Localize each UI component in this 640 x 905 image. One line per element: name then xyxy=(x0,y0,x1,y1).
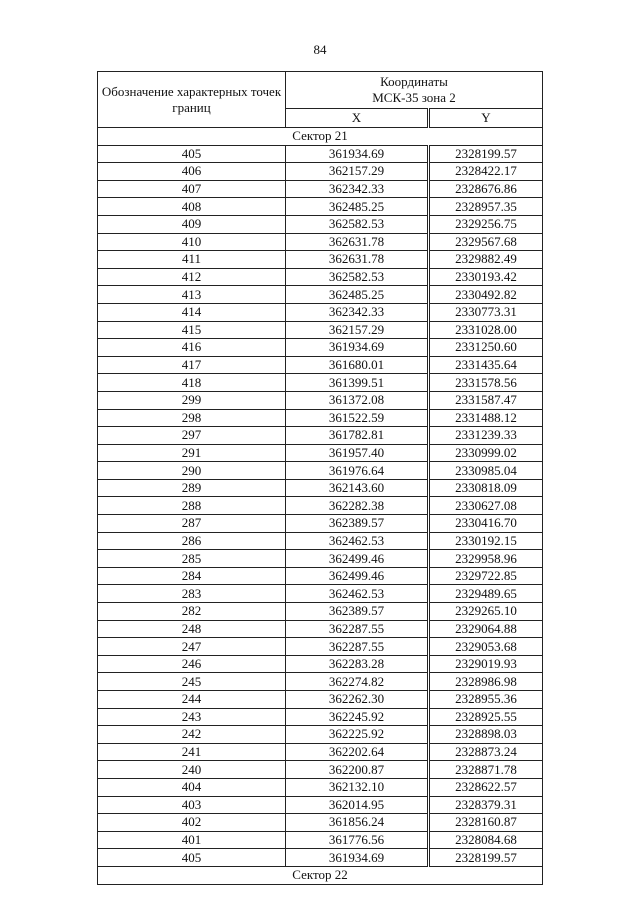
coordinates-title: Координаты xyxy=(380,74,448,90)
point-id-cell: 248 xyxy=(98,620,286,638)
point-id-cell: 416 xyxy=(98,339,286,357)
y-cell: 2328986.98 xyxy=(429,673,543,691)
x-cell: 362282.38 xyxy=(286,497,429,515)
y-cell: 2331578.56 xyxy=(429,374,543,392)
x-cell: 361399.51 xyxy=(286,374,429,392)
sector-21-title: Сектор 21 xyxy=(98,128,543,146)
x-cell: 362485.25 xyxy=(286,286,429,304)
y-cell: 2328199.57 xyxy=(429,849,543,867)
table-row xyxy=(98,691,543,709)
x-cell: 362499.46 xyxy=(286,550,429,568)
x-cell: 362631.78 xyxy=(286,233,429,251)
table-row xyxy=(98,638,543,656)
point-id-cell: 247 xyxy=(98,638,286,656)
table-row xyxy=(98,796,543,814)
x-cell: 361372.08 xyxy=(286,391,429,409)
y-cell: 2328379.31 xyxy=(429,796,543,814)
coordinates-body xyxy=(98,128,543,885)
y-cell: 2328622.57 xyxy=(429,778,543,796)
x-column-header: X xyxy=(286,109,429,128)
point-id-cell: 410 xyxy=(98,233,286,251)
point-id-cell: 243 xyxy=(98,708,286,726)
x-cell: 361856.24 xyxy=(286,814,429,832)
table-row xyxy=(98,567,543,585)
point-id-cell: 289 xyxy=(98,479,286,497)
y-cell: 2328422.17 xyxy=(429,163,543,181)
table-row xyxy=(98,427,543,445)
y-cell: 2330627.08 xyxy=(429,497,543,515)
y-cell: 2331250.60 xyxy=(429,339,543,357)
x-cell: 362389.57 xyxy=(286,515,429,533)
y-cell: 2329019.93 xyxy=(429,655,543,673)
y-cell: 2329722.85 xyxy=(429,567,543,585)
point-id-cell: 283 xyxy=(98,585,286,603)
table-row xyxy=(98,251,543,269)
x-cell: 362262.30 xyxy=(286,691,429,709)
point-id-cell: 287 xyxy=(98,515,286,533)
x-cell: 362499.46 xyxy=(286,567,429,585)
table-row xyxy=(98,391,543,409)
x-cell: 361934.69 xyxy=(286,849,429,867)
x-cell: 362274.82 xyxy=(286,673,429,691)
point-id-cell: 418 xyxy=(98,374,286,392)
point-id-cell: 406 xyxy=(98,163,286,181)
table-row xyxy=(98,550,543,568)
y-cell: 2330999.02 xyxy=(429,444,543,462)
point-id-cell: 415 xyxy=(98,321,286,339)
y-cell: 2329567.68 xyxy=(429,233,543,251)
table-row xyxy=(98,321,543,339)
point-id-cell: 288 xyxy=(98,497,286,515)
table-row xyxy=(98,497,543,515)
point-id-cell: 297 xyxy=(98,427,286,445)
sector-22-title: Сектор 22 xyxy=(98,866,543,884)
x-cell: 362287.55 xyxy=(286,620,429,638)
x-cell: 362342.33 xyxy=(286,180,429,198)
y-cell: 2329256.75 xyxy=(429,215,543,233)
point-id-cell: 242 xyxy=(98,726,286,744)
x-cell: 361934.69 xyxy=(286,339,429,357)
y-cell: 2329053.68 xyxy=(429,638,543,656)
y-cell: 2328676.86 xyxy=(429,180,543,198)
y-cell: 2330818.09 xyxy=(429,479,543,497)
table-row xyxy=(98,286,543,304)
y-cell: 2331028.00 xyxy=(429,321,543,339)
table-row xyxy=(98,356,543,374)
x-cell: 361522.59 xyxy=(286,409,429,427)
table-row xyxy=(98,831,543,849)
point-id-cell: 244 xyxy=(98,691,286,709)
table-row xyxy=(98,163,543,181)
table-row xyxy=(98,515,543,533)
table-row xyxy=(98,673,543,691)
y-cell: 2331587.47 xyxy=(429,391,543,409)
point-id-cell: 299 xyxy=(98,391,286,409)
y-cell: 2329882.49 xyxy=(429,251,543,269)
y-cell: 2329958.96 xyxy=(429,550,543,568)
x-cell: 362157.29 xyxy=(286,321,429,339)
x-cell: 361976.64 xyxy=(286,462,429,480)
table-row xyxy=(98,444,543,462)
x-cell: 362200.87 xyxy=(286,761,429,779)
point-id-cell: 414 xyxy=(98,303,286,321)
x-cell: 362582.53 xyxy=(286,215,429,233)
table-row xyxy=(98,462,543,480)
x-cell: 362389.57 xyxy=(286,603,429,621)
y-cell: 2328925.55 xyxy=(429,708,543,726)
sector-row xyxy=(98,128,543,146)
coordinate-system-title: МСК-35 зона 2 xyxy=(372,90,456,106)
y-cell: 2329265.10 xyxy=(429,603,543,621)
table-row xyxy=(98,849,543,867)
point-id-cell: 401 xyxy=(98,831,286,849)
table-row xyxy=(98,479,543,497)
y-cell: 2331239.33 xyxy=(429,427,543,445)
table-row xyxy=(98,374,543,392)
point-id-cell: 412 xyxy=(98,268,286,286)
x-cell: 362225.92 xyxy=(286,726,429,744)
x-cell: 362342.33 xyxy=(286,303,429,321)
x-cell: 361680.01 xyxy=(286,356,429,374)
y-cell: 2329489.65 xyxy=(429,585,543,603)
x-cell: 361776.56 xyxy=(286,831,429,849)
sector-row xyxy=(98,866,543,884)
table-row xyxy=(98,761,543,779)
x-cell: 361782.81 xyxy=(286,427,429,445)
point-id-cell: 409 xyxy=(98,215,286,233)
x-cell: 362631.78 xyxy=(286,251,429,269)
y-cell: 2330773.31 xyxy=(429,303,543,321)
x-cell: 362132.10 xyxy=(286,778,429,796)
point-id-cell: 408 xyxy=(98,198,286,216)
x-cell: 362287.55 xyxy=(286,638,429,656)
y-cell: 2330492.82 xyxy=(429,286,543,304)
y-cell: 2330193.42 xyxy=(429,268,543,286)
x-cell: 362283.28 xyxy=(286,655,429,673)
table-row xyxy=(98,620,543,638)
point-id-cell: 285 xyxy=(98,550,286,568)
table-row xyxy=(98,409,543,427)
y-cell: 2328199.57 xyxy=(429,145,543,163)
y-cell: 2328871.78 xyxy=(429,761,543,779)
y-cell: 2330192.15 xyxy=(429,532,543,550)
table-row xyxy=(98,743,543,761)
point-id-cell: 284 xyxy=(98,567,286,585)
point-id-cell: 404 xyxy=(98,778,286,796)
point-id-cell: 286 xyxy=(98,532,286,550)
point-id-cell: 291 xyxy=(98,444,286,462)
point-id-cell: 241 xyxy=(98,743,286,761)
y-cell: 2330416.70 xyxy=(429,515,543,533)
table-row xyxy=(98,268,543,286)
x-cell: 361934.69 xyxy=(286,145,429,163)
x-cell: 362014.95 xyxy=(286,796,429,814)
point-id-cell: 403 xyxy=(98,796,286,814)
point-id-cell: 413 xyxy=(98,286,286,304)
y-cell: 2328160.87 xyxy=(429,814,543,832)
point-label-header: Обозначение характерных точек границ xyxy=(98,72,286,128)
table-row xyxy=(98,726,543,744)
y-cell: 2328873.24 xyxy=(429,743,543,761)
coordinates-header xyxy=(286,72,543,109)
x-cell: 362462.53 xyxy=(286,585,429,603)
table-row xyxy=(98,215,543,233)
x-cell: 361957.40 xyxy=(286,444,429,462)
point-id-cell: 405 xyxy=(98,849,286,867)
x-cell: 362143.60 xyxy=(286,479,429,497)
table-row xyxy=(98,233,543,251)
point-id-cell: 405 xyxy=(98,145,286,163)
point-id-cell: 246 xyxy=(98,655,286,673)
y-cell: 2329064.88 xyxy=(429,620,543,638)
x-cell: 362245.92 xyxy=(286,708,429,726)
y-cell: 2331435.64 xyxy=(429,356,543,374)
table-row xyxy=(98,778,543,796)
point-id-cell: 407 xyxy=(98,180,286,198)
table-row xyxy=(98,655,543,673)
y-cell: 2328898.03 xyxy=(429,726,543,744)
x-cell: 362157.29 xyxy=(286,163,429,181)
y-column-header: Y xyxy=(429,109,543,128)
y-cell: 2328955.36 xyxy=(429,691,543,709)
y-cell: 2331488.12 xyxy=(429,409,543,427)
table-row xyxy=(98,603,543,621)
point-id-cell: 245 xyxy=(98,673,286,691)
point-id-cell: 411 xyxy=(98,251,286,269)
point-id-cell: 417 xyxy=(98,356,286,374)
point-id-cell: 298 xyxy=(98,409,286,427)
point-id-cell: 240 xyxy=(98,761,286,779)
y-cell: 2328957.35 xyxy=(429,198,543,216)
x-cell: 362485.25 xyxy=(286,198,429,216)
x-cell: 362582.53 xyxy=(286,268,429,286)
table-row xyxy=(98,303,543,321)
table-row xyxy=(98,339,543,357)
table-row xyxy=(98,145,543,163)
point-id-cell: 290 xyxy=(98,462,286,480)
page-number: 84 xyxy=(313,42,327,57)
y-cell: 2330985.04 xyxy=(429,462,543,480)
x-cell: 362462.53 xyxy=(286,532,429,550)
coordinates-table xyxy=(97,71,543,885)
point-id-cell: 282 xyxy=(98,603,286,621)
table-row xyxy=(98,180,543,198)
table-row xyxy=(98,708,543,726)
point-id-cell: 402 xyxy=(98,814,286,832)
x-cell: 362202.64 xyxy=(286,743,429,761)
table-row xyxy=(98,198,543,216)
table-row xyxy=(98,532,543,550)
y-cell: 2328084.68 xyxy=(429,831,543,849)
table-row xyxy=(98,585,543,603)
table-row xyxy=(98,814,543,832)
